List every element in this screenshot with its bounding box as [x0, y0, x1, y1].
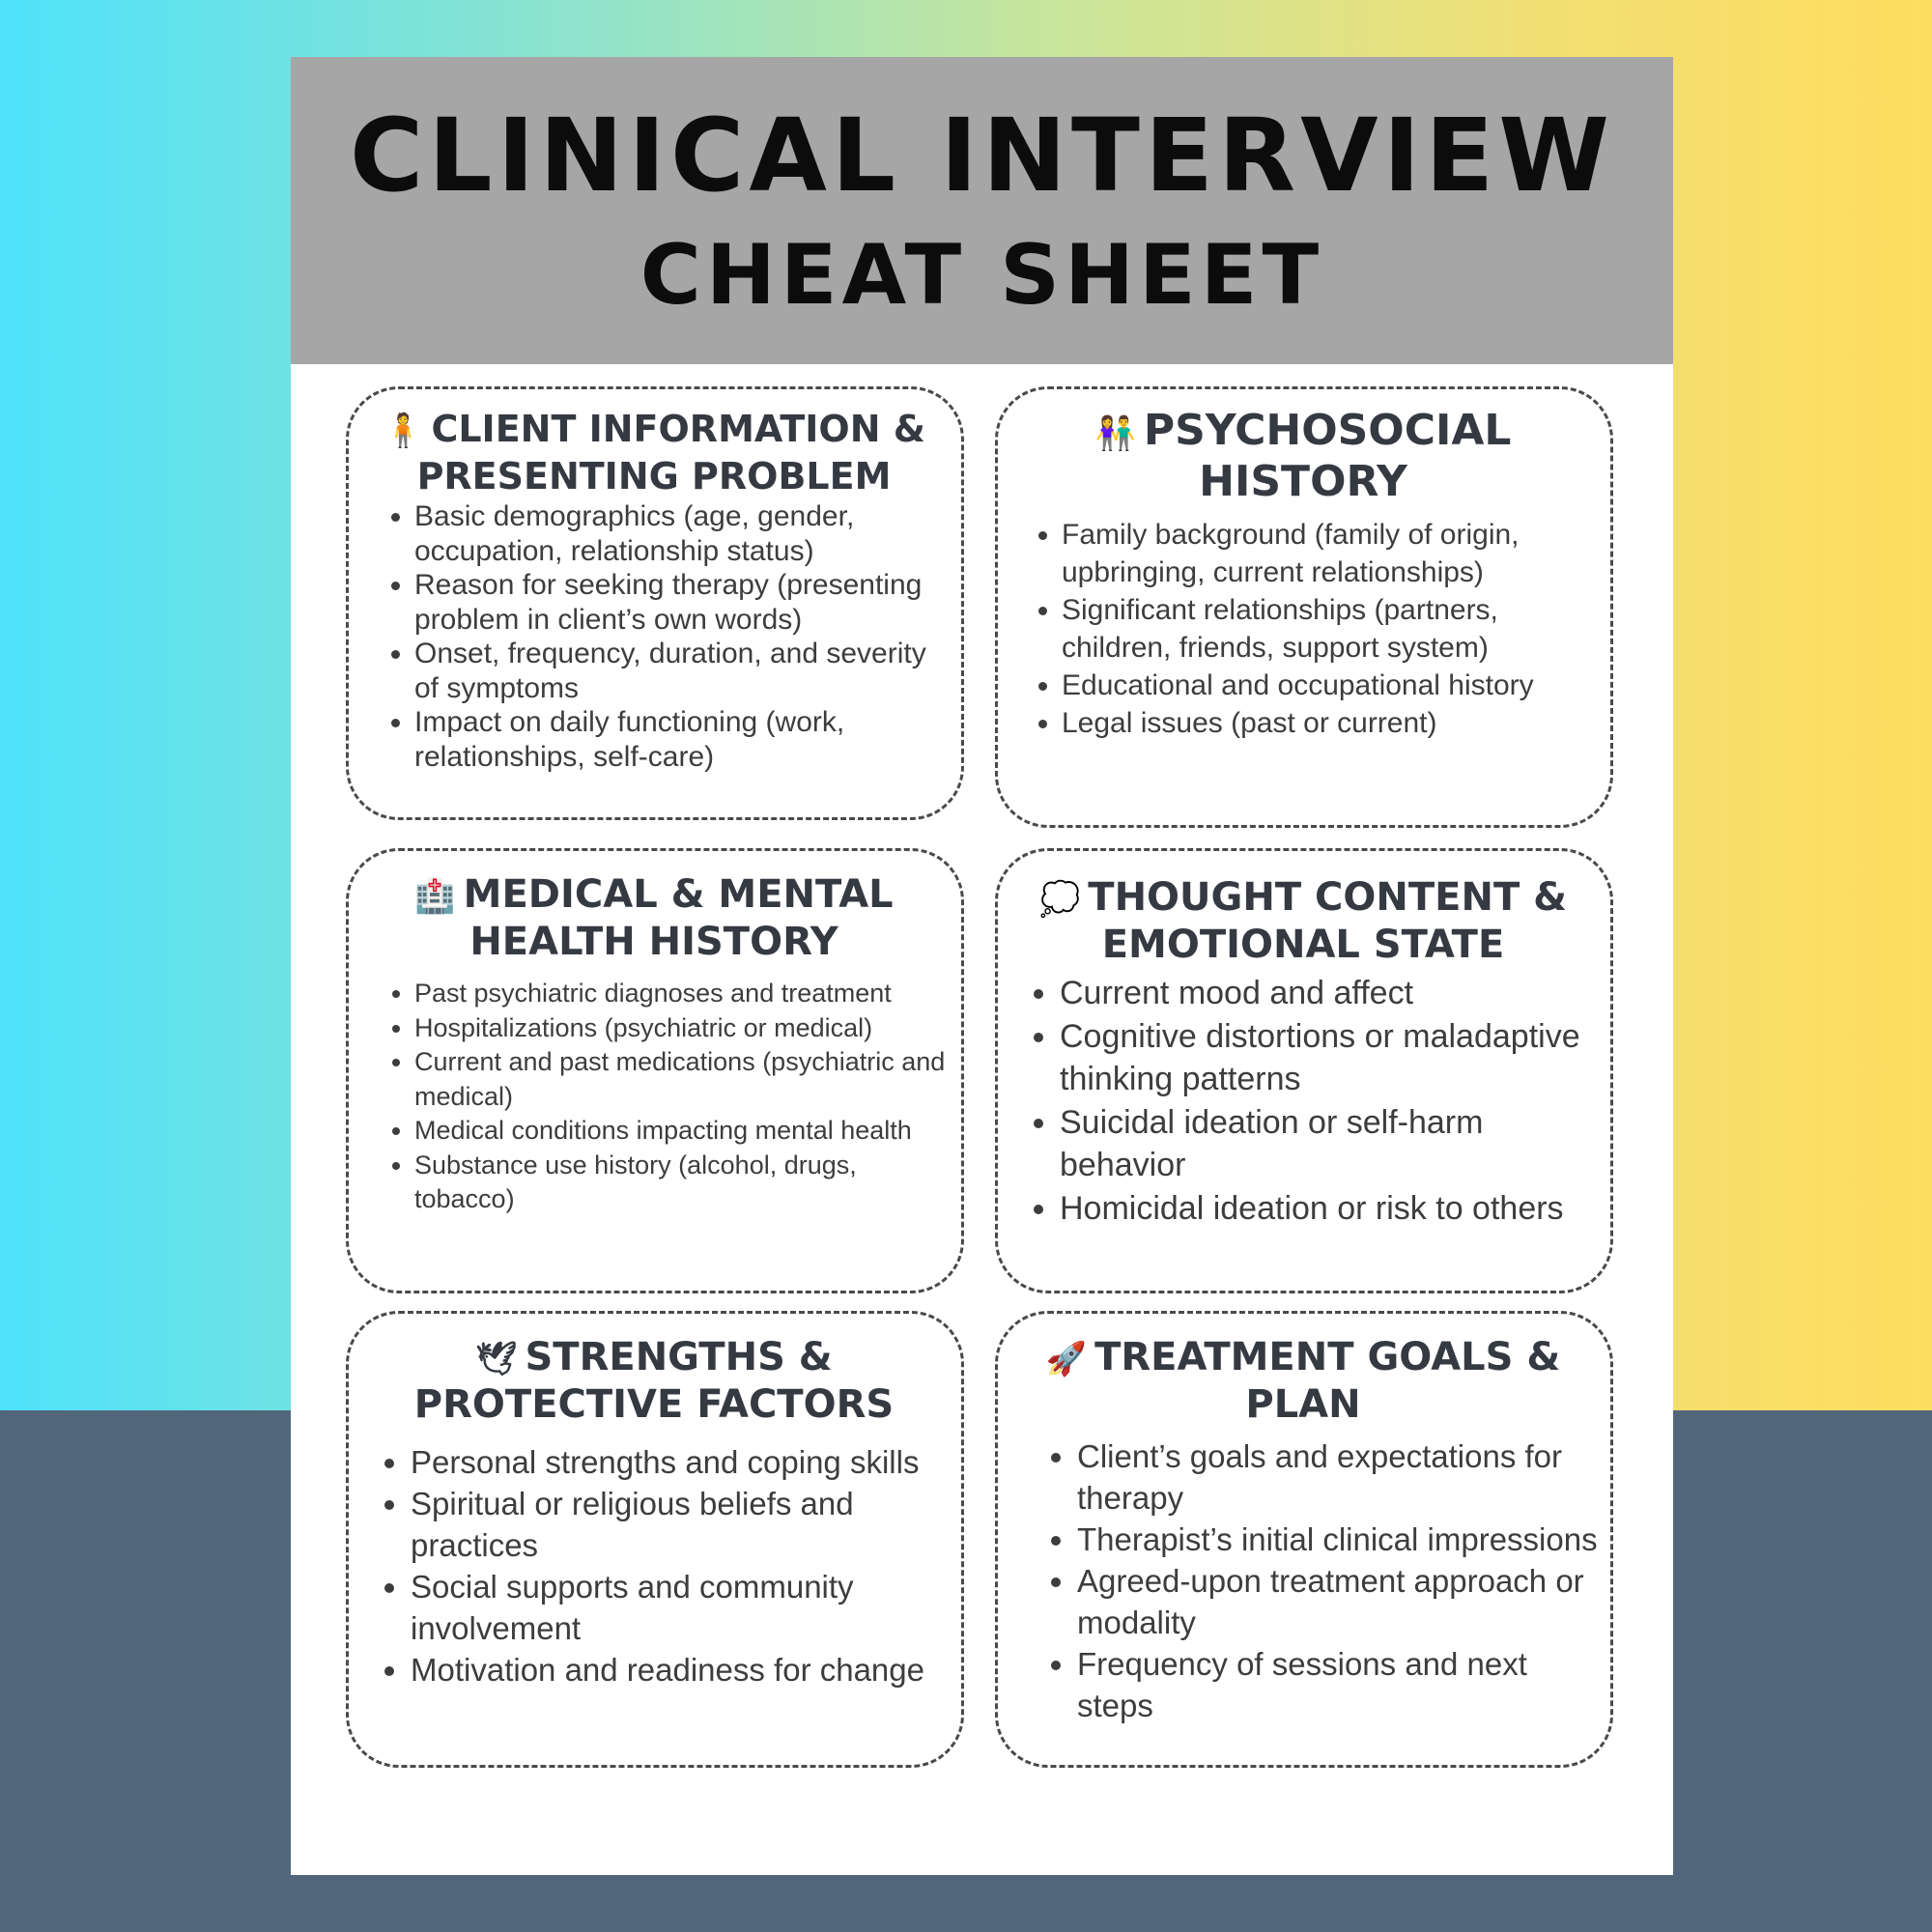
list-item: • Spiritual or religious beliefs and practices	[411, 1483, 952, 1566]
dove-icon: 🕊	[475, 1340, 518, 1378]
list-item: • Cognitive distortions or maladaptive thinking patterns	[1060, 1015, 1601, 1101]
thought-bubble-icon: 💭	[1038, 880, 1081, 919]
list-item: • Current and past medications (psychiatric and medical)	[414, 1045, 952, 1114]
list-item: • Hospitalizations (psychiatric or medical)	[414, 1011, 952, 1046]
section-client-information	[346, 386, 964, 820]
list-item: • Motivation and readiness for change	[411, 1649, 952, 1690]
bullet-list	[356, 1441, 952, 1690]
section-treatment-goals	[995, 1311, 1613, 1768]
section-title: 🚀 TREATMENT GOALS & PLAN	[1045, 1335, 1561, 1427]
hospital-icon: 🏥	[414, 877, 456, 916]
list-item: • Onset, frequency, duration, and severity of symptoms	[414, 637, 952, 705]
list-item: • Frequency of sessions and next steps	[1077, 1643, 1601, 1726]
page-title: CLINICAL INTERVIEW	[349, 97, 1615, 214]
list-item: • Educational and occupational history	[1062, 667, 1601, 704]
header-banner	[291, 57, 1673, 364]
page-subtitle: CHEAT SHEET	[639, 227, 1324, 324]
section-medical-history	[346, 848, 964, 1293]
list-item: • Reason for seeking therapy (presenting problem in client’s own words)	[414, 568, 952, 637]
list-item: • Current mood and affect	[1060, 972, 1601, 1015]
section-strengths	[346, 1311, 964, 1768]
bullet-list	[1006, 516, 1601, 742]
section-thought-content	[995, 848, 1613, 1293]
list-item: • Family background (family of origin, upbringing, current relationships)	[1062, 516, 1601, 591]
list-item: • Homicidal ideation or risk to others	[1060, 1187, 1601, 1231]
section-psychosocial-history	[995, 386, 1613, 828]
section-title: 🕊 STRENGTHS & PROTECTIVE FACTORS	[413, 1335, 895, 1427]
section-title: 💭 THOUGHT CONTENT & EMOTIONAL STATE	[1038, 875, 1568, 967]
list-item: • Medical conditions impacting mental health	[414, 1114, 952, 1149]
list-item: • Legal issues (past or current)	[1062, 704, 1601, 742]
bullet-list	[356, 977, 952, 1217]
list-item: • Personal strengths and coping skills	[411, 1441, 952, 1483]
list-item: • Therapist’s initial clinical impressions	[1077, 1519, 1601, 1560]
two-people-icon: 👫	[1094, 414, 1136, 453]
list-item: • Suicidal ideation or self-harm behavior	[1060, 1101, 1601, 1187]
list-item: • Basic demographics (age, gender, occupation, relationship status)	[414, 499, 952, 568]
person-standing-icon: 🧍	[383, 412, 424, 450]
bullet-list	[356, 499, 952, 774]
section-title: 👫 PSYCHOSOCIAL HISTORY	[1094, 406, 1512, 506]
bullet-list	[1006, 972, 1601, 1230]
section-title: 🧍 CLIENT INFORMATION & PRESENTING PROBLEM	[383, 408, 925, 497]
list-item: • Client’s goals and expectations for therapy	[1077, 1435, 1601, 1519]
section-title: 🏥 MEDICAL & MENTAL HEALTH HISTORY	[414, 872, 894, 964]
list-item: • Past psychiatric diagnoses and treatment	[414, 977, 952, 1011]
bullet-list	[1006, 1435, 1601, 1726]
cheat-sheet-page	[291, 57, 1673, 1875]
list-item: • Impact on daily functioning (work, relationships, self-care)	[414, 705, 952, 774]
list-item: • Substance use history (alcohol, drugs, tobacco)	[414, 1149, 952, 1217]
list-item: • Social supports and community involvement	[411, 1566, 952, 1649]
list-item: • Significant relationships (partners, children, friends, support system)	[1062, 591, 1601, 667]
rocket-icon: 🚀	[1045, 1340, 1088, 1378]
list-item: • Agreed-upon treatment approach or modality	[1077, 1560, 1601, 1643]
